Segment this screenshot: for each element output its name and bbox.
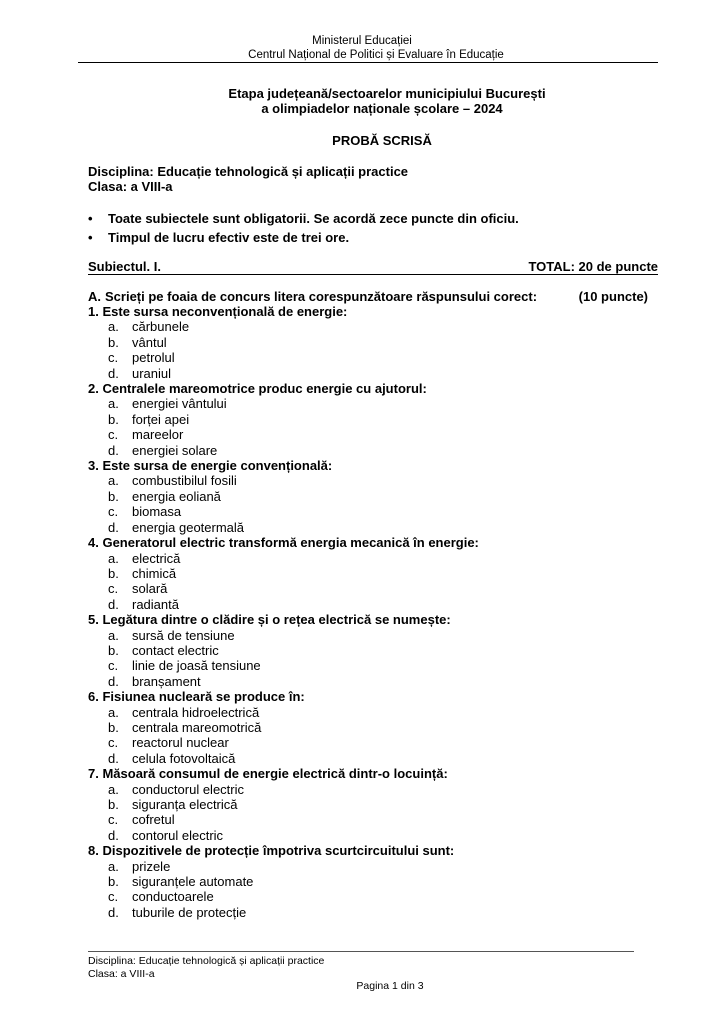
rule-text: Timpul de lucru efectiv este de trei ore.: [108, 230, 350, 245]
option-letter: c.: [108, 735, 119, 751]
option-letter: a.: [108, 550, 119, 566]
subject-label: Subiectul. I.: [88, 259, 558, 275]
answer-option: [88, 581, 658, 596]
answer-option: [88, 643, 658, 658]
section-a-instruction: [88, 289, 658, 304]
question-number: 5.: [88, 612, 99, 628]
question-3: [88, 458, 658, 535]
option-letter: d.: [108, 673, 119, 689]
option-text: prizele: [132, 858, 171, 874]
question-1: [88, 304, 658, 381]
option-letter: b.: [108, 565, 119, 581]
answer-option: [88, 735, 658, 750]
exam-title: [0, 86, 724, 116]
question-text: [88, 766, 658, 781]
answer-option: [88, 628, 658, 643]
question-number: 1.: [88, 304, 99, 319]
answer-option: [88, 782, 658, 797]
option-text: siguranța electrică: [132, 797, 238, 812]
option-letter: a.: [108, 627, 119, 643]
option-letter: a.: [108, 704, 119, 720]
option-text: conductorul electric: [132, 781, 244, 797]
rules-list: [88, 209, 519, 247]
answer-option: [88, 427, 658, 442]
option-text: chimică: [132, 565, 177, 581]
option-letter: a.: [108, 319, 119, 335]
section-a-label: A.: [88, 289, 101, 304]
discipline: Disciplina: Educație tehnologică și aplicații practice: [88, 164, 409, 179]
footer: [88, 955, 324, 980]
answer-option: [88, 658, 658, 673]
bullet-icon: •: [88, 211, 93, 226]
answer-option: [88, 674, 658, 689]
bullet-icon: •: [88, 230, 93, 245]
question-8: [88, 843, 658, 920]
header-line-1: Ministerul Educației: [312, 35, 412, 47]
option-text: centrala hidroelectrică: [132, 704, 260, 720]
option-text: petrolul: [132, 350, 175, 366]
footer-class: Clasa: a VIII-a: [88, 967, 155, 980]
option-letter: a.: [108, 858, 119, 874]
answer-option: [88, 350, 658, 365]
option-text: electrică: [132, 550, 181, 566]
option-letter: d.: [108, 519, 119, 535]
option-letter: d.: [108, 904, 119, 920]
answer-option: [88, 797, 658, 812]
section-a-points: (10 puncte): [578, 289, 648, 304]
rule-item: [88, 209, 519, 228]
answer-option: [88, 443, 658, 458]
option-text: mareelor: [132, 427, 184, 443]
question-stem: Centralele mareomotrice produc energie cu ajutorul:: [102, 381, 427, 397]
option-text: centrala mareomotrică: [132, 719, 262, 735]
option-letter: b.: [108, 874, 119, 890]
answer-option: [88, 566, 658, 581]
answer-option: [88, 366, 658, 381]
option-text: solară: [132, 581, 168, 597]
option-text: branșament: [132, 673, 201, 689]
question-number: 6.: [88, 689, 99, 705]
question-text: [88, 458, 658, 473]
option-letter: d.: [108, 442, 119, 458]
question-2: [88, 381, 658, 458]
answer-option: [88, 597, 658, 612]
answer-option: [88, 335, 658, 350]
discipline-block: [88, 164, 408, 194]
subject-heading: [88, 259, 658, 275]
answer-option: [88, 396, 658, 411]
option-text: energia geotermală: [132, 519, 245, 535]
option-letter: c.: [108, 504, 119, 520]
question-text: [88, 381, 658, 396]
subject-total: TOTAL: 20 de puncte: [528, 259, 658, 274]
rule-item: [88, 228, 519, 247]
section-a-text: Scrieți pe foaia de concurs litera corespunzătoare răspunsului corect:: [105, 289, 538, 304]
title-line-1: Etapa județeană/sectoarelor municipiului București: [228, 86, 546, 101]
option-text: biomasa: [132, 504, 182, 520]
option-letter: c.: [108, 350, 119, 366]
option-letter: c.: [108, 658, 119, 674]
option-text: sursă de tensiune: [132, 627, 235, 643]
answer-option: [88, 412, 658, 427]
footer-discipline: Disciplina: Educație tehnologică și aplicații practice: [88, 955, 325, 967]
answer-option: [88, 489, 658, 504]
question-list: [88, 304, 658, 920]
option-text: reactorul nuclear: [132, 735, 229, 751]
question-text: [88, 304, 658, 319]
question-text: [88, 843, 658, 858]
question-number: 8.: [88, 843, 99, 859]
question-stem: Măsoară consumul de energie electrică dintr-o locuință:: [102, 766, 448, 782]
option-text: combustibilul fosili: [132, 473, 237, 489]
option-text: forței apei: [132, 411, 190, 427]
question-number: 2.: [88, 381, 99, 397]
option-letter: b.: [108, 488, 119, 504]
option-letter: b.: [108, 334, 119, 350]
option-text: energia eoliană: [132, 488, 221, 504]
option-letter: a.: [108, 781, 119, 797]
answer-option: [88, 551, 658, 566]
question-stem: Dispozitivele de protecție împotriva scurtcircuitului sunt:: [102, 843, 455, 859]
option-text: energiei vântului: [132, 396, 227, 412]
option-letter: d.: [108, 827, 119, 843]
answer-option: [88, 812, 658, 827]
option-text: cărbunele: [132, 319, 190, 335]
option-letter: a.: [108, 396, 119, 412]
answer-option: [88, 751, 658, 766]
question-number: 4.: [88, 535, 99, 551]
answer-option: [88, 504, 658, 519]
answer-option: [88, 520, 658, 535]
answer-option: [88, 874, 658, 889]
ministry-header: [0, 34, 724, 62]
question-stem: Generatorul electric transformă energia mecanică în energie:: [102, 535, 479, 551]
option-text: vântul: [132, 334, 167, 350]
header-divider: [78, 62, 658, 63]
option-text: radiantă: [132, 596, 179, 612]
answer-option: [88, 828, 658, 843]
question-number: 7.: [88, 766, 99, 782]
question-6: [88, 689, 658, 766]
option-letter: b.: [108, 719, 119, 735]
footer-divider: [88, 951, 634, 952]
option-letter: c.: [108, 427, 119, 443]
question-text: [88, 612, 658, 627]
question-text: [88, 535, 658, 550]
option-text: energiei solare: [132, 442, 218, 458]
option-text: contorul electric: [132, 827, 224, 843]
question-stem: Legătura dintre o clădire și o rețea electrică se numește:: [102, 612, 451, 628]
option-text: conductoarele: [132, 889, 214, 905]
title-line-2: a olimpiadelor naționale școlare – 2024: [261, 101, 503, 116]
option-text: cofretul: [132, 812, 175, 828]
option-letter: a.: [108, 473, 119, 489]
option-letter: c.: [108, 581, 119, 597]
option-letter: b.: [108, 411, 119, 427]
exam-type: PROBĂ SCRISĂ: [332, 133, 432, 148]
question-stem: Este sursa de energie convențională:: [102, 458, 333, 474]
question-text: [88, 689, 658, 704]
option-letter: d.: [108, 750, 119, 766]
option-text: siguranțele automate: [132, 874, 254, 890]
option-text: linie de joasă tensiune: [132, 658, 261, 674]
option-letter: d.: [108, 596, 119, 612]
option-letter: c.: [108, 812, 119, 828]
option-letter: b.: [108, 797, 119, 812]
page-number: Pagina 1 din 3: [356, 980, 424, 992]
answer-option: [88, 473, 658, 488]
answer-option: [88, 319, 658, 334]
option-text: uraniul: [132, 365, 172, 381]
question-4: [88, 535, 658, 612]
answer-option: [88, 889, 658, 904]
header-line-2: Centrul Național de Politici și Evaluare în Educație: [248, 49, 504, 61]
option-text: contact electric: [132, 642, 219, 658]
question-stem: Este sursa neconvențională de energie:: [102, 304, 348, 319]
answer-option: [88, 720, 658, 735]
option-letter: d.: [108, 365, 119, 381]
answer-option: [88, 905, 658, 920]
option-letter: c.: [108, 889, 119, 905]
question-stem: Fisiunea nucleară se produce în:: [102, 689, 305, 705]
answer-option: [88, 705, 658, 720]
option-text: tuburile de protecție: [132, 904, 247, 920]
question-7: [88, 766, 658, 843]
rule-text: Toate subiectele sunt obligatorii. Se acordă zece puncte din oficiu.: [108, 211, 519, 226]
question-5: [88, 612, 658, 689]
option-text: celula fotovoltaică: [132, 750, 236, 766]
class-level: Clasa: a VIII-a: [88, 179, 173, 194]
option-letter: b.: [108, 642, 119, 658]
question-number: 3.: [88, 458, 99, 474]
answer-option: [88, 859, 658, 874]
